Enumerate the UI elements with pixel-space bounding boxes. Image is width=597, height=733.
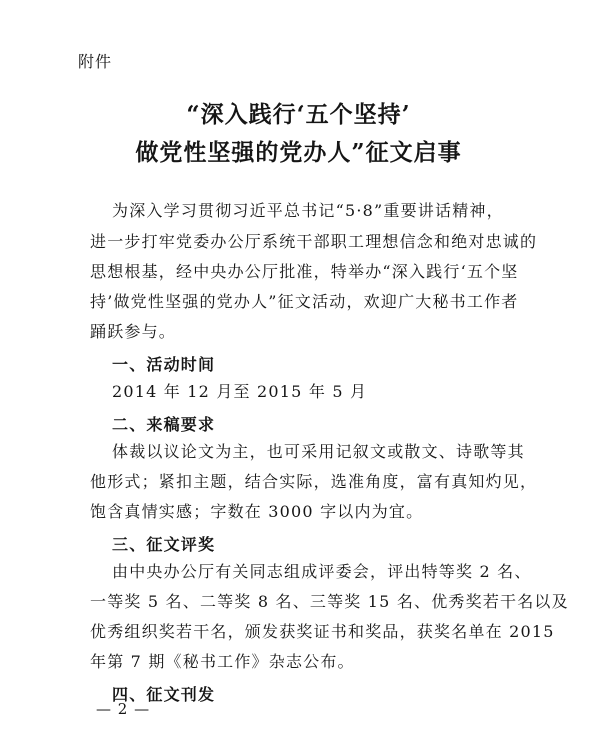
page-number: — 2 — (96, 700, 151, 718)
title-line-1: “深入践行‘五个坚持’ (186, 101, 411, 128)
section-2-line-1: 体裁以议论文为主，也可采用记叙文或散文、诗歌等其 (112, 442, 525, 461)
section-3-line-4: 年第 7 期《秘书工作》杂志公布。 (90, 652, 355, 671)
section-3-line-3: 优秀组织奖若干名，颁发获奖证书和奖品，获奖名单在 2015 (90, 622, 555, 641)
section-2-line-2: 他形式；紧扣主题，结合实际，选准角度，富有真知灼见， (90, 472, 538, 491)
intro-line-4: 持’做党性坚强的党办人”征文活动，欢迎广大秘书工作者 (90, 292, 519, 311)
attachment-label: 附件 (78, 52, 113, 71)
intro-line-2: 进一步打牢党委办公厅系统干部职工理想信念和绝对忠诚的 (90, 232, 538, 251)
section-1-heading: 一、活动时间 (112, 355, 216, 374)
section-1-line-1: 2014 年 12 月至 2015 年 5 月 (112, 382, 368, 401)
section-3-heading: 三、征文评奖 (112, 535, 216, 554)
section-2-line-3: 饱含真情实感；字数在 3000 字以内为宜。 (90, 502, 424, 521)
intro-line-5: 踊跃参与。 (90, 322, 177, 341)
section-2-heading: 二、来稿要求 (112, 415, 216, 434)
section-3-line-2: 一等奖 5 名、二等奖 8 名、三等奖 15 名、优秀奖若干名以及 (90, 592, 569, 611)
section-3-line-1: 由中央办公厅有关同志组成评委会，评出特等奖 2 名、 (112, 562, 532, 581)
intro-line-3: 思想根基，经中央办公厅批准，特举办“深入践行‘五个坚 (90, 262, 519, 281)
intro-line-1: 为深入学习贯彻习近平总书记“5·8”重要讲话精神， (112, 201, 504, 220)
title-line-2: 做党性坚强的党办人”征文启事 (135, 139, 462, 166)
section-4-heading: 四、征文刊发 (112, 685, 216, 704)
